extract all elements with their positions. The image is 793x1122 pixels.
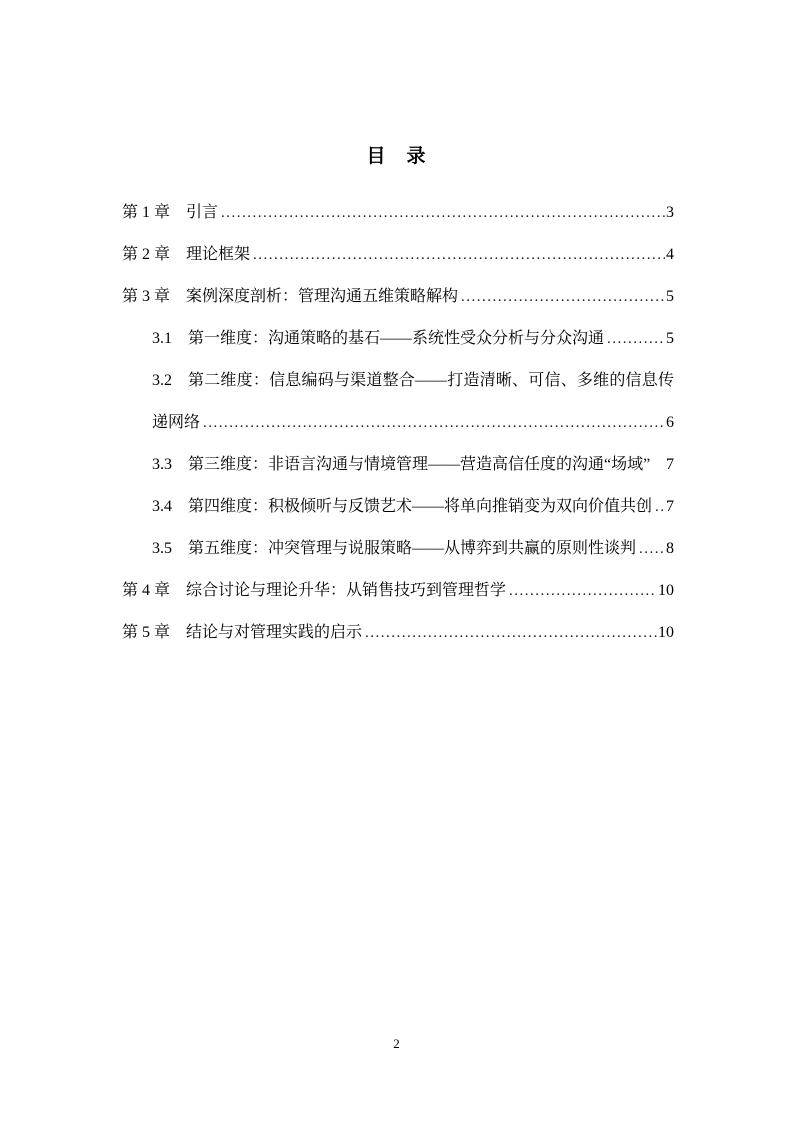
- toc-entry-number: 3.5: [152, 540, 172, 557]
- toc-entry-number: 3.1: [152, 330, 172, 347]
- dot-leader: [509, 570, 657, 612]
- toc-entry-number: 第 2 章: [122, 246, 171, 263]
- toc-entry-title: 第一维度：沟通策略的基石——系统性受众分析与分众沟通: [188, 330, 605, 347]
- dot-leader: [639, 528, 665, 570]
- dot-leader: [655, 486, 665, 528]
- toc-entry-page: 3: [666, 204, 674, 221]
- toc-entry-title: 综合讨论与理论升华：从销售技巧到管理哲学: [186, 582, 507, 599]
- dot-leader: [461, 276, 665, 318]
- toc-entry: [122, 192, 674, 234]
- toc-entry-title: 案例深度剖析：管理沟通五维策略解构: [186, 288, 459, 305]
- toc-entry-title: 第三维度：非语言沟通与情境管理——营造高信任度的沟通“场域”: [188, 456, 651, 473]
- toc-entry: [122, 612, 674, 654]
- toc-entry-number: 第 3 章: [122, 288, 171, 305]
- toc-entry: [122, 570, 674, 612]
- footer-page-number: 2: [393, 1036, 400, 1051]
- toc-entry: [122, 486, 674, 528]
- toc-entry-page: 7: [666, 498, 674, 515]
- dot-leader: [221, 192, 665, 234]
- toc-entry: [122, 528, 674, 570]
- toc-entry: [122, 276, 674, 318]
- toc-entry-title: 第四维度：积极倾听与反馈艺术——将单向推销变为双向价值共创: [188, 498, 653, 515]
- toc-entry-title: 理论框架: [186, 246, 251, 263]
- toc-entry-title: 第二维度：信息编码与渠道整合——打造清晰、可信、多维的信息传: [188, 372, 674, 389]
- toc-entry-title: 递网络: [152, 414, 201, 431]
- toc-entry-page: 8: [666, 540, 674, 557]
- toc-entry-title: 结论与对管理实践的启示: [186, 624, 363, 641]
- toc-entry-number: 第 4 章: [122, 582, 171, 599]
- dot-leader: [365, 612, 657, 654]
- toc-entry-title: 引言: [186, 204, 219, 221]
- toc-entry: [122, 234, 674, 276]
- dot-leader: [203, 402, 665, 444]
- toc-entry-page: 5: [666, 330, 674, 347]
- toc-entry: [122, 318, 674, 360]
- toc-list: [122, 192, 674, 654]
- toc-entry-number: 3.4: [152, 498, 172, 515]
- toc-entry-page: 10: [658, 582, 674, 599]
- dot-leader: [253, 234, 665, 276]
- toc-entry-number: 第 5 章: [122, 624, 171, 641]
- toc-title: 目 录: [366, 146, 427, 167]
- dot-leader: [607, 318, 665, 360]
- toc-entry-page: 7: [666, 456, 674, 473]
- toc-entry-page: 4: [666, 246, 674, 263]
- toc-entry: [122, 402, 674, 444]
- toc-entry-number: 第 1 章: [122, 204, 171, 221]
- toc-entry-title: 第五维度：冲突管理与说服策略——从博弈到共赢的原则性谈判: [188, 540, 637, 557]
- toc-entry: [122, 444, 674, 486]
- toc-entry-page: 6: [666, 414, 674, 431]
- toc-entry-page: 10: [658, 624, 674, 641]
- toc-entry-page: 5: [666, 288, 674, 305]
- toc-entry: [122, 360, 674, 402]
- toc-entry-number: 3.2: [152, 372, 172, 389]
- toc-entry-number: 3.3: [152, 456, 172, 473]
